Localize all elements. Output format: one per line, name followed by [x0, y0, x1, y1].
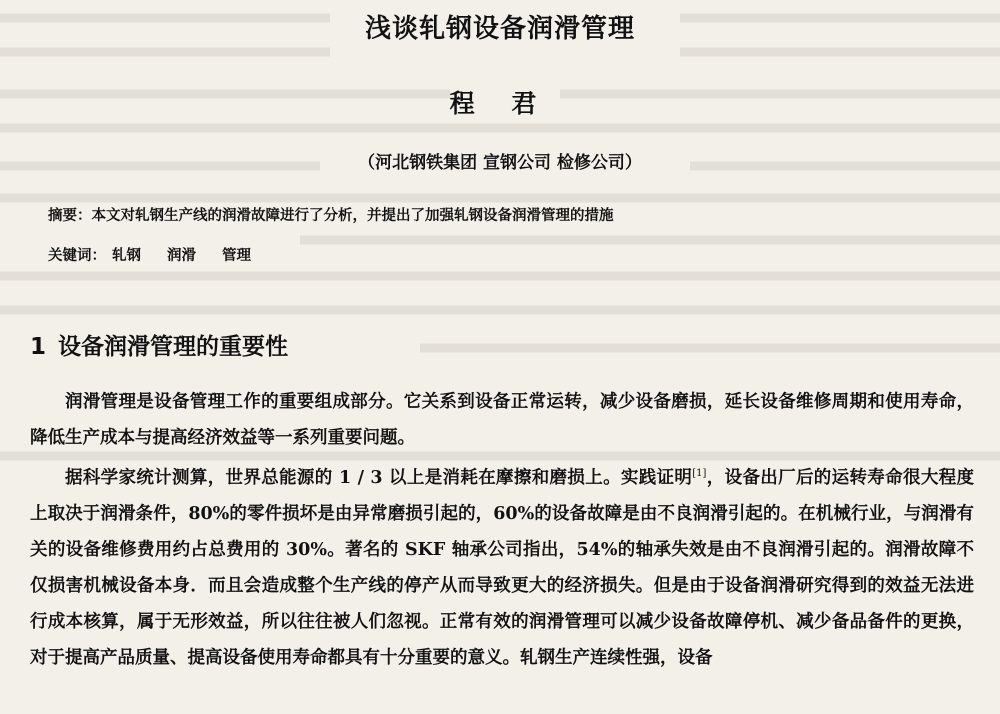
paragraph: 润滑管理是设备管理工作的重要组成部分。它关系到设备正常运转，减少设备磨损，延长设备维修周期和使用寿命，降低生产成本与提高经济效益等一系列重要问题。 [30, 392, 974, 448]
paragraph-text: ，设备出厂后的运转寿命很大程度上取决于润滑条件，80%的零件损坏是由异常磨损引起的，60%的设备故障是由不良润滑引起的。在机械行业，与润滑有关的设备维修费用约占总费用的 30%。著名的 SKF 轴承公司指出，54%的轴承失效是由不良润滑引起的。润滑故障不仅损害机械设备本身．而且会造成整个生产线的停产从而导致更大的经济损失。但是由于设备润滑研究得到的效益无法进行成本核算，属于无形效益，所以往往被人们忽视。正常有效的润滑管理可以减少设备故障停机、减少备品备件的更换，对于提高产品质量、提高设备使用寿命都具有十分重要的意义。轧钢生产连续性强，设备 [30, 467, 974, 668]
section-title: 设备润滑管理的重要性 [58, 334, 289, 360]
paragraph-text: 据科学家统计测算，世界总能源的 1 / 3 以上是消耗在摩擦和磨损上。实践证明 [65, 467, 693, 488]
citation-reference[interactable]: [1] [692, 468, 707, 479]
abstract: 摘要：本文对轧钢生产线的润滑故障进行了分析，并提出了加强轧钢设备润滑管理的措施 [48, 207, 614, 224]
keyword: 润滑 [167, 247, 196, 264]
paragraph [30, 456, 974, 676]
keywords-line [48, 244, 948, 265]
author-affiliation: （河北钢铁集团 宣钢公司 检修公司） [358, 153, 642, 173]
keyword: 管理 [222, 247, 251, 264]
author-name: 程 君 [449, 89, 551, 118]
keywords-label: 关键词： [48, 247, 106, 264]
keyword: 轧钢 [112, 247, 141, 264]
paper-title: 浅谈轧钢设备润滑管理 [364, 14, 635, 44]
section-heading [30, 328, 288, 361]
section-body [30, 384, 974, 676]
section-number: 1 [30, 334, 47, 360]
